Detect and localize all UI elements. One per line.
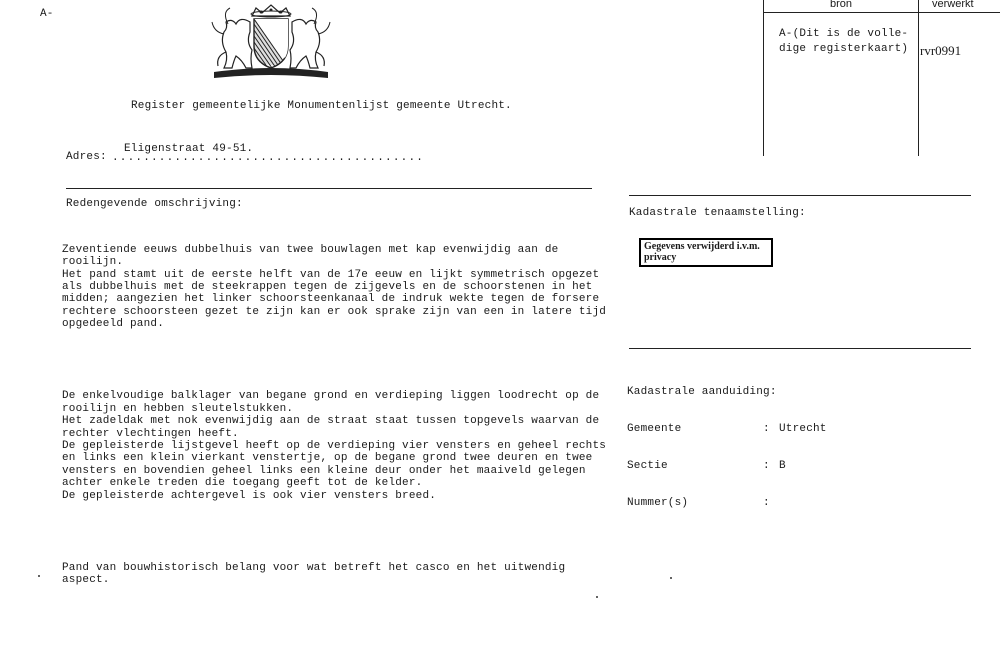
kadaster-key: Gemeente bbox=[627, 423, 682, 436]
kadaster-row bbox=[627, 497, 827, 509]
header-bron: bron bbox=[830, 0, 853, 10]
table-left-border bbox=[763, 0, 764, 156]
kadaster-row bbox=[627, 423, 827, 435]
right-divider-line-top bbox=[629, 195, 971, 196]
scan-speck bbox=[670, 577, 672, 579]
description-paragraph: De enkelvoudige balklager van begane grond en verdieping liggen loodrecht op de rooilijn en hebben sleutelstukken. Het zadeldak met nok evenwijdig aan de straat staat tussen topgevels waarvan de rechter vlechtingen heeft. De gepleisterde lijstgevel heeft op de verdieping vier vensters en geheel rechts en links een klein vierkant venstertje, op de begane grond twee deuren en twee vensters en bovendien geheel links een kleine deur onder het maaiveld gelegen achter enkele treden die toegang geeft tot de kelder. De gepleisterde achtergevel is ook vier vensters breed. bbox=[62, 390, 607, 502]
description-heading: Redengevende omschrijving: bbox=[66, 198, 243, 210]
kadaster-key: Nummer(s) bbox=[627, 497, 689, 510]
kadaster-colon: : bbox=[763, 497, 770, 510]
verwerkt-text: rvr0991 bbox=[920, 43, 962, 58]
description-paragraph: Zeventiende eeuws dubbelhuis van twee bouwlagen met kap evenwijdig aan de rooilijn. Het pand stamt uit de eerste helft van de 17e eeuw en lijkt symmetrisch opgezet als dubbelhuis met de steekrappen tegen de zijgevels en de schoorstenen in het midden; aangezien het linker schoorsteenkanaal de indruk wekte tegen de forsere rechtere schoorsteen gezet te zijn kan er ook sprake zijn van een in latere tijd opgedeeld pand. bbox=[62, 243, 607, 331]
kadaster-colon: : bbox=[763, 423, 770, 436]
description-body bbox=[62, 219, 606, 599]
left-divider-line bbox=[66, 188, 592, 189]
kadastrale-aanduiding bbox=[627, 361, 827, 522]
address-label: Adres: bbox=[66, 151, 107, 163]
address-value: Eligenstraat 49-51. bbox=[124, 143, 254, 155]
bron-text: A-(Dit is de volle- dige registerkaart) bbox=[779, 28, 909, 55]
privacy-redaction-box: Gegevens verwijderd i.v.m. privacy bbox=[639, 238, 773, 267]
kadaster-row bbox=[627, 460, 827, 472]
kadaster-colon: : bbox=[763, 460, 770, 473]
description-paragraph: Pand van bouwhistorisch belang voor wat betreft het casco en het uitwendig aspect. bbox=[62, 561, 566, 586]
kadastrale-aanduiding-label: Kadastrale aanduiding: bbox=[627, 385, 777, 398]
scan-speck bbox=[596, 596, 598, 598]
scan-speck bbox=[38, 575, 40, 577]
table-header-rule bbox=[763, 12, 1000, 13]
right-divider-line-mid bbox=[629, 348, 971, 349]
kadaster-key: Sectie bbox=[627, 460, 668, 473]
kadaster-value: B bbox=[779, 460, 786, 473]
kadastrale-tenaamstelling-label: Kadastrale tenaamstelling: bbox=[629, 207, 806, 219]
coat-of-arms-logo bbox=[206, 2, 336, 80]
table-column-divider bbox=[918, 0, 919, 156]
corner-mark: A- bbox=[40, 8, 54, 20]
address-dots: ........................................ bbox=[112, 152, 425, 164]
kadaster-value: Utrecht bbox=[779, 423, 827, 436]
page-title: Register gemeentelijke Monumentenlijst gemeente Utrecht. bbox=[131, 100, 512, 112]
header-verwerkt: verwerkt bbox=[932, 0, 974, 10]
